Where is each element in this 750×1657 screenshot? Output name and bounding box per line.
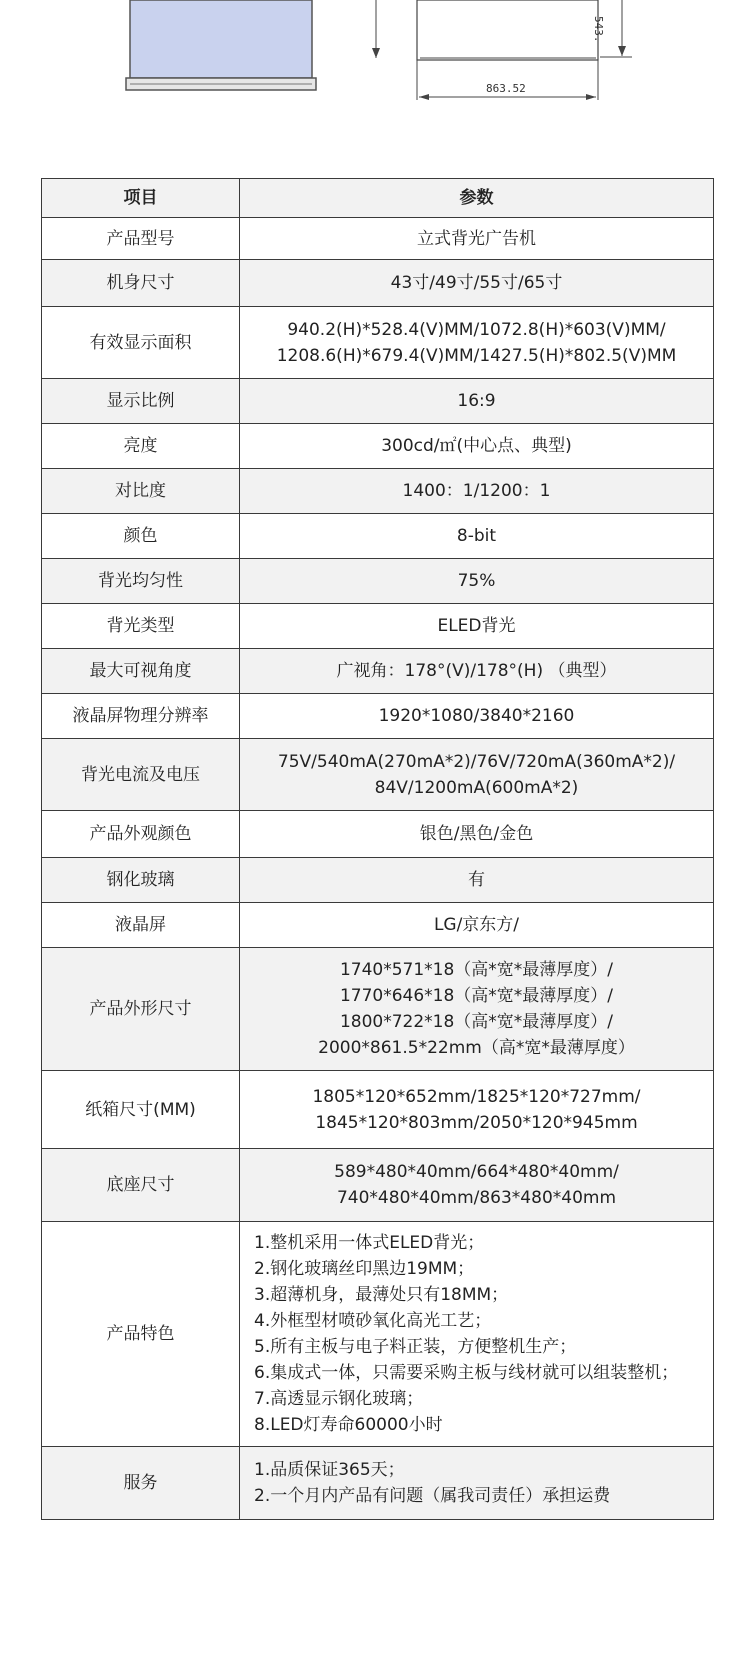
- row-label: 液晶屏: [42, 903, 240, 948]
- row-label: 液晶屏物理分辨率: [42, 694, 240, 739]
- value-line: 3.超薄机身，最薄处只有18MM；: [254, 1285, 509, 1305]
- table-row: [42, 218, 714, 260]
- value-line: 740*480*40mm/863*480*40mm: [336, 1188, 617, 1208]
- value-line: 75%: [457, 571, 496, 591]
- row-label: 钢化玻璃: [42, 858, 240, 903]
- table-row: [42, 424, 714, 469]
- row-value: [240, 739, 714, 811]
- row-value: [240, 424, 714, 469]
- header-param: 参数: [240, 179, 714, 218]
- row-label: 有效显示面积: [42, 307, 240, 379]
- value-line: 1805*120*652mm/1825*120*727mm/: [312, 1086, 641, 1107]
- dimension-width-label: 863.52: [486, 82, 526, 95]
- row-value: [240, 649, 714, 694]
- value-line: 2.一个月内产品有问题（属我司责任）承担运费: [254, 1486, 611, 1506]
- row-label: 纸箱尺寸(MM): [42, 1071, 240, 1149]
- row-label: 背光均匀性: [42, 559, 240, 604]
- row-value: [240, 858, 714, 903]
- value-line: 2000*861.5*22mm（高*宽*最薄厚度）: [318, 1038, 635, 1058]
- row-label: 背光电流及电压: [42, 739, 240, 811]
- value-line: ELED背光: [437, 616, 516, 636]
- value-line: 1.品质保证365天；: [254, 1460, 405, 1480]
- value-line: 有: [468, 870, 485, 890]
- value-line: 银色/黑色/金色: [419, 824, 534, 844]
- row-label: 机身尺寸: [42, 260, 240, 307]
- value-line: 8-bit: [456, 526, 497, 546]
- value-line: 立式背光广告机: [417, 228, 536, 249]
- table-row: [42, 604, 714, 649]
- row-value: [240, 811, 714, 858]
- value-line: 1920*1080/3840*2160: [378, 706, 575, 726]
- row-value: [240, 694, 714, 739]
- row-label: 产品外观颜色: [42, 811, 240, 858]
- value-line: LG/京东方/: [433, 915, 520, 935]
- value-line: 1770*646*18（高*宽*最薄厚度）/: [339, 986, 614, 1006]
- row-value: [240, 260, 714, 307]
- table-row: [42, 559, 714, 604]
- table-row: [42, 514, 714, 559]
- value-line: 940.2(H)*528.4(V)MM/1072.8(H)*603(V)MM/: [287, 319, 666, 340]
- value-line: 2.钢化玻璃丝印黑边19MM；: [254, 1259, 475, 1279]
- row-label: 对比度: [42, 469, 240, 514]
- table-row: [42, 948, 714, 1071]
- row-value: [240, 1447, 714, 1520]
- row-label: 亮度: [42, 424, 240, 469]
- table-row: [42, 307, 714, 379]
- row-value: [240, 307, 714, 379]
- row-label: 底座尺寸: [42, 1149, 240, 1222]
- row-value: [240, 903, 714, 948]
- value-line: 5.所有主板与电子料正装，方便整机生产；: [254, 1337, 577, 1357]
- side-view-frame: [417, 0, 598, 60]
- value-line: 589*480*40mm/664*480*40mm/: [334, 1162, 619, 1182]
- row-label: 产品型号: [42, 218, 240, 260]
- row-label: 产品特色: [42, 1222, 240, 1447]
- table-row: [42, 379, 714, 424]
- table-row: [42, 903, 714, 948]
- value-line: 广视角：178°(V)/178°(H) （典型）: [336, 661, 617, 681]
- value-line: 16:9: [457, 391, 496, 411]
- value-line: 1740*571*18（高*宽*最薄厚度）/: [339, 960, 614, 980]
- row-value: [240, 604, 714, 649]
- spec-table: [41, 178, 714, 1520]
- value-line: 300cd/㎡(中心点、典型): [381, 436, 572, 456]
- value-line: 1845*120*803mm/2050*120*945mm: [315, 1112, 638, 1133]
- table-row: [42, 649, 714, 694]
- row-value: [240, 379, 714, 424]
- row-label: 最大可视角度: [42, 649, 240, 694]
- row-value: [240, 1149, 714, 1222]
- spec-body: [42, 218, 714, 1520]
- value-line: 43寸/49寸/55寸/65寸: [390, 273, 563, 293]
- row-label: 显示比例: [42, 379, 240, 424]
- row-value: [240, 559, 714, 604]
- row-value: [240, 1222, 714, 1447]
- row-value: [240, 1071, 714, 1149]
- header-item: 项目: [42, 179, 240, 218]
- row-value: [240, 469, 714, 514]
- row-value: [240, 514, 714, 559]
- row-label: 服务: [42, 1447, 240, 1520]
- value-line: 6.集成式一体，只需要采购主板与线材就可以组装整机；: [254, 1363, 679, 1383]
- value-line: 1400：1/1200：1: [402, 481, 551, 501]
- table-row: [42, 1222, 714, 1447]
- value-line: 1208.6(H)*679.4(V)MM/1427.5(H)*802.5(V)MM: [276, 345, 677, 366]
- value-line: 75V/540mA(270mA*2)/76V/720mA(360mA*2)/: [277, 751, 676, 772]
- table-row: [42, 260, 714, 307]
- table-row: [42, 469, 714, 514]
- value-line: 7.高透显示钢化玻璃；: [254, 1389, 424, 1409]
- product-drawing: [0, 0, 750, 160]
- table-row: [42, 1071, 714, 1149]
- value-line: 1800*722*18（高*宽*最薄厚度）/: [339, 1012, 614, 1032]
- table-row: [42, 858, 714, 903]
- row-label: 颜色: [42, 514, 240, 559]
- row-value: [240, 948, 714, 1071]
- table-row: [42, 811, 714, 858]
- value-line: 8.LED灯寿命60000小时: [254, 1415, 443, 1435]
- value-line: 4.外框型材喷砂氧化高光工艺；: [254, 1311, 492, 1331]
- front-view-screen: [130, 0, 312, 78]
- row-label: 背光类型: [42, 604, 240, 649]
- table-row: [42, 1447, 714, 1520]
- table-row: [42, 694, 714, 739]
- table-row: [42, 1149, 714, 1222]
- value-line: 1.整机采用一体式ELED背光；: [254, 1233, 485, 1253]
- table-header-row: [42, 179, 714, 218]
- dimension-height-label: 543.: [592, 16, 605, 43]
- table-row: [42, 739, 714, 811]
- row-label: 产品外形尺寸: [42, 948, 240, 1071]
- value-line: 84V/1200mA(600mA*2): [374, 777, 579, 798]
- row-value: [240, 218, 714, 260]
